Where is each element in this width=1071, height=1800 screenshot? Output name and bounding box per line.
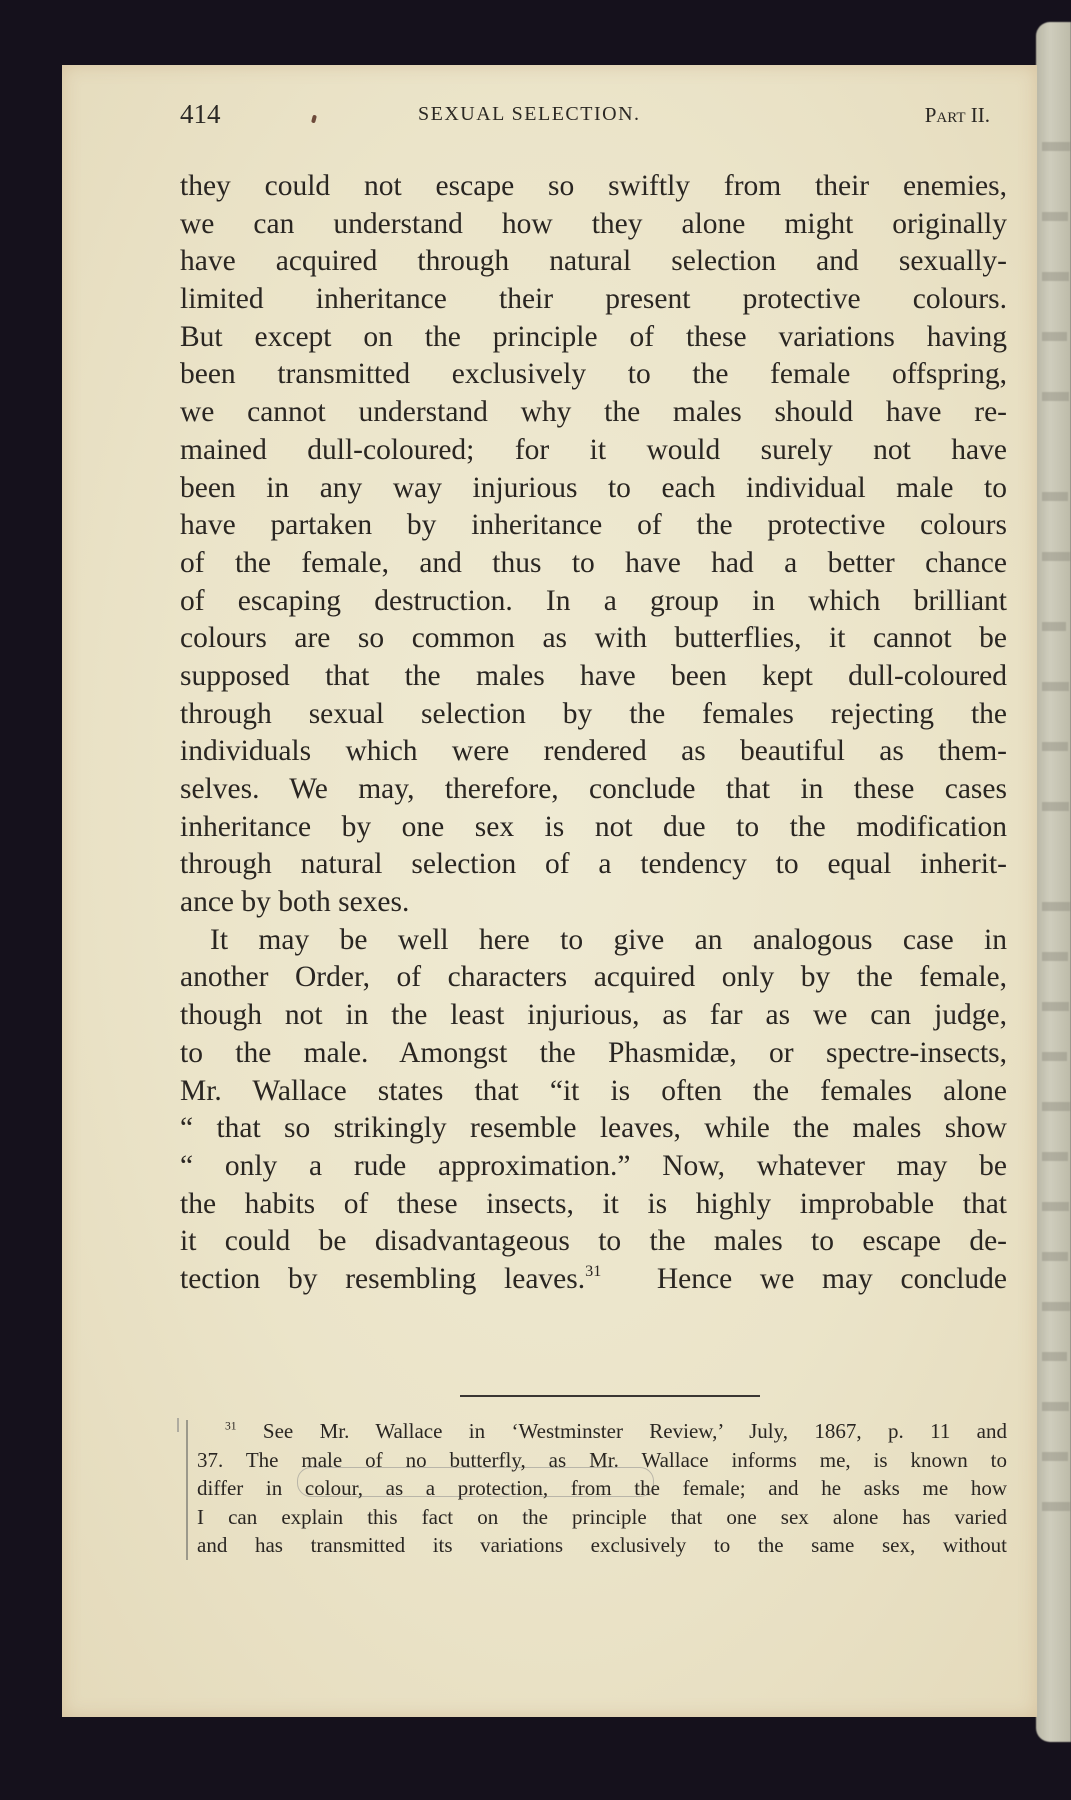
part-label: Part II. — [924, 103, 990, 127]
footnote-line: differ in colour, as a protection, from the female; and he asks me how — [197, 1476, 1007, 1500]
footnote — [197, 1417, 1007, 1560]
footnote-line: 37. The male of no butterfly, as Mr. Wallace informs me, is known to — [197, 1447, 1007, 1472]
pencil-margin-line — [186, 1420, 188, 1560]
text-line: though not in the least injurious, as far as we can judge, — [180, 999, 1007, 1032]
text-line: been in any way injurious to each individual male to — [180, 471, 1007, 504]
footnote-line: and has transmitted its variations exclusively to the same sex, without — [197, 1533, 1007, 1557]
text-line: of escaping destruction. In a group in which brilliant — [180, 584, 1007, 617]
footnote-line: I can explain this fact on the principle that one sex alone has varied — [197, 1504, 1007, 1529]
text-line: through sexual selection by the females rejecting the — [180, 697, 1007, 730]
text-line: individuals which were rendered as beautiful as them- — [180, 735, 1007, 768]
text-line-with-footnote-ref — [180, 1261, 1007, 1299]
text-line: we cannot understand why the males should have re- — [180, 396, 1007, 429]
adjacent-page-edge — [1036, 22, 1071, 1742]
page-header — [180, 99, 1010, 135]
footnote-divider — [460, 1395, 760, 1397]
text-line: they could not escape so swiftly from their enemies, — [180, 170, 1007, 202]
paragraph-start-line: It may be well here to give an analogous case in — [210, 923, 1007, 956]
footnote-reference[interactable]: 31 — [585, 1261, 602, 1280]
text-line: mained dull-coloured; for it would surely not have — [180, 433, 1007, 466]
ink-spot — [311, 115, 317, 124]
text-line: it could be disadvantageous to the males to escape de- — [180, 1225, 1007, 1258]
running-title: SEXUAL SELECTION. — [418, 103, 641, 125]
text-line: we can understand how they alone might originally — [180, 207, 1007, 240]
footnote-line — [197, 1417, 1007, 1446]
paragraph-end-line: ance by both sexes. — [180, 886, 410, 919]
text-line: inheritance by one sex is not due to the modification — [180, 810, 1007, 843]
text-line: have partaken by inheritance of the protective colours — [180, 509, 1007, 542]
text-line: to the male. Amongst the Phasmidæ, or spectre-insects, — [180, 1036, 1007, 1069]
text-line: of the female, and thus to have had a better chance — [180, 546, 1007, 579]
text-segment: Hence we may conclude — [656, 1262, 1008, 1295]
footnote-marker: 31 — [225, 1420, 237, 1433]
text-line: another Order, of characters acquired only by the female, — [180, 961, 1007, 994]
text-line: selves. We may, therefore, conclude that in these cases — [180, 773, 1007, 805]
text-segment: tection by resembling leaves. — [180, 1262, 586, 1295]
page-number: 414 — [180, 99, 221, 129]
footnote-text: See Mr. Wallace in ‘Westminster Review,’ July, 1867, p. 11 and — [262, 1419, 1008, 1443]
body-text — [180, 168, 1007, 1299]
text-line: limited inheritance their present protective colours. — [180, 283, 1007, 316]
text-line: have acquired through natural selection and sexually- — [180, 245, 1007, 278]
text-line: “ that so strikingly resemble leaves, while the males show — [180, 1112, 1007, 1145]
text-line: But except on the principle of these variations having — [180, 320, 1007, 353]
text-line: supposed that the males have been kept dull-coloured — [180, 659, 1007, 692]
text-line: through natural selection of a tendency to equal inherit- — [180, 848, 1007, 881]
text-line: colours are so common as with butterflies, it cannot be — [180, 622, 1007, 655]
text-line: “ only a rude approximation.” Now, whatever may be — [180, 1149, 1007, 1182]
text-line: been transmitted exclusively to the female offspring, — [180, 358, 1007, 391]
text-line: Mr. Wallace states that “it is often the females alone — [180, 1074, 1007, 1107]
pencil-mark — [177, 1418, 179, 1432]
text-line: the habits of these insects, it is highly improbable that — [180, 1187, 1007, 1220]
